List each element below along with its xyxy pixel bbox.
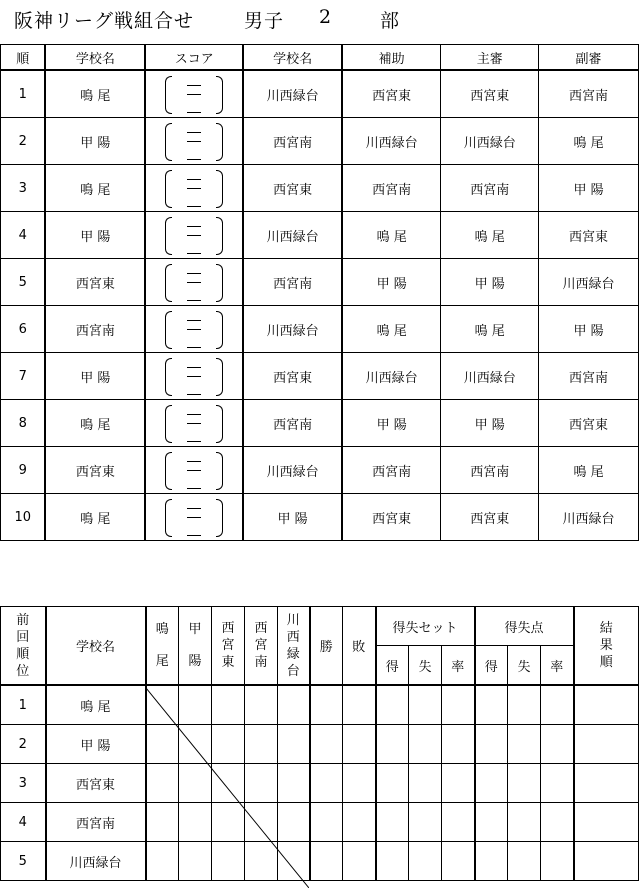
losses-cell[interactable] [343,803,376,842]
standings-row [1,725,639,764]
result-cell[interactable] [212,842,245,881]
wins-cell[interactable] [310,842,343,881]
sub-referee-cell: 鳴 尾 [539,118,639,165]
point-rate-cell[interactable] [541,764,574,803]
prev-rank-cell: 4 [1,803,46,842]
header-chief-referee: 主審 [441,45,539,71]
result-cell[interactable] [278,803,310,842]
chief-referee-cell: 西宮南 [441,165,539,212]
header-team2: 学校名 [243,45,342,71]
wins-cell[interactable] [310,725,343,764]
set-loss-cell[interactable] [409,685,442,725]
assist-cell: 甲 陽 [342,259,441,306]
schedule-row [1,353,639,400]
match-number: 10 [1,494,46,541]
point-gain-cell[interactable] [475,803,508,842]
schedule-row [1,447,639,494]
point-loss-cell[interactable] [508,803,541,842]
title-main: 阪神リーグ戦組合せ [14,10,195,32]
header-score: スコア [145,45,243,71]
standings-row [1,803,639,842]
set-rate-cell[interactable] [442,842,475,881]
schedule-row [1,118,639,165]
header-point-group: 得失点 [475,607,574,646]
header-set-rate: 率 [442,646,475,686]
score-brackets [165,168,223,208]
match-number: 2 [1,118,46,165]
sub-referee-cell: 西宮東 [539,400,639,447]
school-name-cell: 甲 陽 [46,725,146,764]
match-number: 7 [1,353,46,400]
score-brackets [165,356,223,396]
assist-cell: 甲 陽 [342,400,441,447]
score-cell[interactable] [145,70,243,118]
team2-cell: 甲 陽 [243,494,342,541]
team2-cell: 西宮南 [243,400,342,447]
team1-cell: 甲 陽 [45,118,145,165]
set-gain-cell[interactable] [376,685,409,725]
point-gain-cell[interactable] [475,764,508,803]
team1-cell: 西宮東 [45,259,145,306]
set-loss-cell[interactable] [409,725,442,764]
score-cell[interactable] [145,259,243,306]
chief-referee-cell: 西宮東 [441,70,539,118]
standings-row [1,685,639,725]
sub-referee-cell: 甲 陽 [539,165,639,212]
result-cell[interactable] [212,764,245,803]
assist-cell: 川西緑台 [342,118,441,165]
result-cell[interactable] [179,764,212,803]
header-result-rank: 結果順 [574,607,639,686]
wins-cell[interactable] [310,764,343,803]
team1-cell: 鳴 尾 [45,70,145,118]
prev-rank-cell: 5 [1,842,46,881]
page-title [14,6,401,33]
score-brackets [165,497,223,537]
losses-cell[interactable] [343,842,376,881]
result-rank-cell[interactable] [574,725,639,764]
result-cell[interactable] [179,725,212,764]
score-cell[interactable] [145,494,243,541]
prev-rank-cell: 3 [1,764,46,803]
sub-referee-cell: 西宮南 [539,353,639,400]
result-cell[interactable] [245,842,278,881]
losses-cell[interactable] [343,764,376,803]
score-brackets [165,309,223,349]
schedule-row [1,259,639,306]
schedule-header-row [1,45,639,71]
wins-cell[interactable] [310,803,343,842]
schedule-row [1,212,639,259]
chief-referee-cell: 甲 陽 [441,400,539,447]
sub-referee-cell: 西宮東 [539,212,639,259]
team1-cell: 鳴 尾 [45,494,145,541]
schedule-row [1,494,639,541]
team2-cell: 西宮東 [243,353,342,400]
header-opp-nishinomiya-minami: 西宮南 [245,607,278,686]
assist-cell: 川西緑台 [342,353,441,400]
result-cell[interactable] [278,842,310,881]
point-gain-cell[interactable] [475,725,508,764]
team1-cell: 鳴 尾 [45,165,145,212]
score-cell[interactable] [145,306,243,353]
team1-cell: 甲 陽 [45,212,145,259]
point-loss-cell[interactable] [508,725,541,764]
losses-cell[interactable] [343,685,376,725]
result-rank-cell[interactable] [574,803,639,842]
set-rate-cell[interactable] [442,764,475,803]
schedule-table [0,44,639,541]
sub-referee-cell: 川西緑台 [539,494,639,541]
set-rate-cell[interactable] [442,725,475,764]
set-rate-cell[interactable] [442,803,475,842]
school-name-cell: 川西緑台 [46,842,146,881]
score-cell[interactable] [145,447,243,494]
sub-referee-cell: 西宮南 [539,70,639,118]
point-gain-cell[interactable] [475,685,508,725]
match-number: 8 [1,400,46,447]
point-rate-cell[interactable] [541,685,574,725]
result-cell[interactable] [146,685,179,725]
standings-header-row-1 [1,607,639,646]
point-loss-cell[interactable] [508,685,541,725]
score-brackets [165,215,223,255]
team2-cell: 川西緑台 [243,70,342,118]
score-cell[interactable] [145,353,243,400]
score-brackets [165,450,223,490]
title-division-no: 2 [319,6,333,28]
schedule-row [1,70,639,118]
team1-cell: 甲 陽 [45,353,145,400]
chief-referee-cell: 鳴 尾 [441,306,539,353]
score-brackets [165,74,223,114]
sub-referee-cell: 鳴 尾 [539,447,639,494]
score-cell[interactable] [145,400,243,447]
header-opp-nishinomiya-higashi: 西宮東 [212,607,245,686]
match-number: 3 [1,165,46,212]
result-cell[interactable] [212,803,245,842]
header-opp-kawanishi-midoridai: 川西緑台 [278,607,310,686]
match-number: 6 [1,306,46,353]
team1-cell: 鳴 尾 [45,400,145,447]
schedule-row [1,165,639,212]
header-school: 学校名 [46,607,146,686]
header-point-loss: 失 [508,646,541,686]
result-rank-cell[interactable] [574,764,639,803]
schedule-row [1,306,639,353]
set-gain-cell[interactable] [376,803,409,842]
losses-cell[interactable] [343,725,376,764]
result-cell[interactable] [245,725,278,764]
school-name-cell: 鳴 尾 [46,685,146,725]
result-cell[interactable] [278,725,310,764]
result-cell[interactable] [278,685,310,725]
set-gain-cell[interactable] [376,725,409,764]
assist-cell: 西宮南 [342,165,441,212]
point-loss-cell[interactable] [508,842,541,881]
assist-cell: 西宮東 [342,70,441,118]
chief-referee-cell: 鳴 尾 [441,212,539,259]
result-cell[interactable] [179,803,212,842]
header-team1: 学校名 [45,45,145,71]
header-set-gain: 得 [376,646,409,686]
assist-cell: 鳴 尾 [342,212,441,259]
header-point-rate: 率 [541,646,574,686]
set-gain-cell[interactable] [376,764,409,803]
result-cell[interactable] [179,842,212,881]
point-rate-cell[interactable] [541,803,574,842]
result-cell[interactable] [179,685,212,725]
header-sub-referee: 副審 [539,45,639,71]
header-set-group: 得失セット [376,607,475,646]
score-cell[interactable] [145,212,243,259]
title-gender: 男子 [244,10,285,32]
result-cell[interactable] [146,842,179,881]
result-cell[interactable] [146,803,179,842]
result-rank-cell[interactable] [574,685,639,725]
header-prev-rank: 前回順位 [1,607,46,686]
result-cell[interactable] [245,685,278,725]
point-gain-cell[interactable] [475,842,508,881]
team2-cell: 西宮南 [243,118,342,165]
score-brackets [165,403,223,443]
school-name-cell: 西宮南 [46,803,146,842]
result-cell[interactable] [212,685,245,725]
sub-referee-cell: 川西緑台 [539,259,639,306]
chief-referee-cell: 川西緑台 [441,118,539,165]
set-gain-cell[interactable] [376,842,409,881]
team2-cell: 川西緑台 [243,447,342,494]
score-brackets [165,121,223,161]
header-assist: 補助 [342,45,441,71]
set-loss-cell[interactable] [409,842,442,881]
point-rate-cell[interactable] [541,842,574,881]
result-cell[interactable] [146,725,179,764]
title-division-suffix: 部 [380,10,401,32]
assist-cell: 鳴 尾 [342,306,441,353]
header-order: 順 [1,45,46,71]
result-cell[interactable] [278,764,310,803]
header-opp-koyo: 甲 陽 [179,607,212,686]
result-rank-cell[interactable] [574,842,639,881]
result-cell[interactable] [245,764,278,803]
chief-referee-cell: 川西緑台 [441,353,539,400]
match-number: 4 [1,212,46,259]
chief-referee-cell: 西宮南 [441,447,539,494]
header-point-gain: 得 [475,646,508,686]
header-set-loss: 失 [409,646,442,686]
result-cell[interactable] [212,725,245,764]
header-losses: 敗 [343,607,376,686]
team1-cell: 西宮東 [45,447,145,494]
result-cell[interactable] [245,803,278,842]
score-cell[interactable] [145,118,243,165]
assist-cell: 西宮東 [342,494,441,541]
team2-cell: 西宮南 [243,259,342,306]
header-opp-naruo: 鳴 尾 [146,607,179,686]
set-loss-cell[interactable] [409,803,442,842]
result-cell[interactable] [146,764,179,803]
score-cell[interactable] [145,165,243,212]
prev-rank-cell: 1 [1,685,46,725]
point-loss-cell[interactable] [508,764,541,803]
score-brackets [165,262,223,302]
sub-referee-cell: 甲 陽 [539,306,639,353]
team2-cell: 川西緑台 [243,306,342,353]
set-rate-cell[interactable] [442,685,475,725]
schedule-row [1,400,639,447]
prev-rank-cell: 2 [1,725,46,764]
team1-cell: 西宮南 [45,306,145,353]
match-number: 1 [1,70,46,118]
chief-referee-cell: 甲 陽 [441,259,539,306]
assist-cell: 西宮南 [342,447,441,494]
set-loss-cell[interactable] [409,764,442,803]
chief-referee-cell: 西宮東 [441,494,539,541]
match-number: 5 [1,259,46,306]
wins-cell[interactable] [310,685,343,725]
standings-row [1,764,639,803]
standings-row [1,842,639,881]
school-name-cell: 西宮東 [46,764,146,803]
point-rate-cell[interactable] [541,725,574,764]
header-wins: 勝 [310,607,343,686]
standings-table [0,606,639,881]
team2-cell: 西宮東 [243,165,342,212]
match-number: 9 [1,447,46,494]
team2-cell: 川西緑台 [243,212,342,259]
